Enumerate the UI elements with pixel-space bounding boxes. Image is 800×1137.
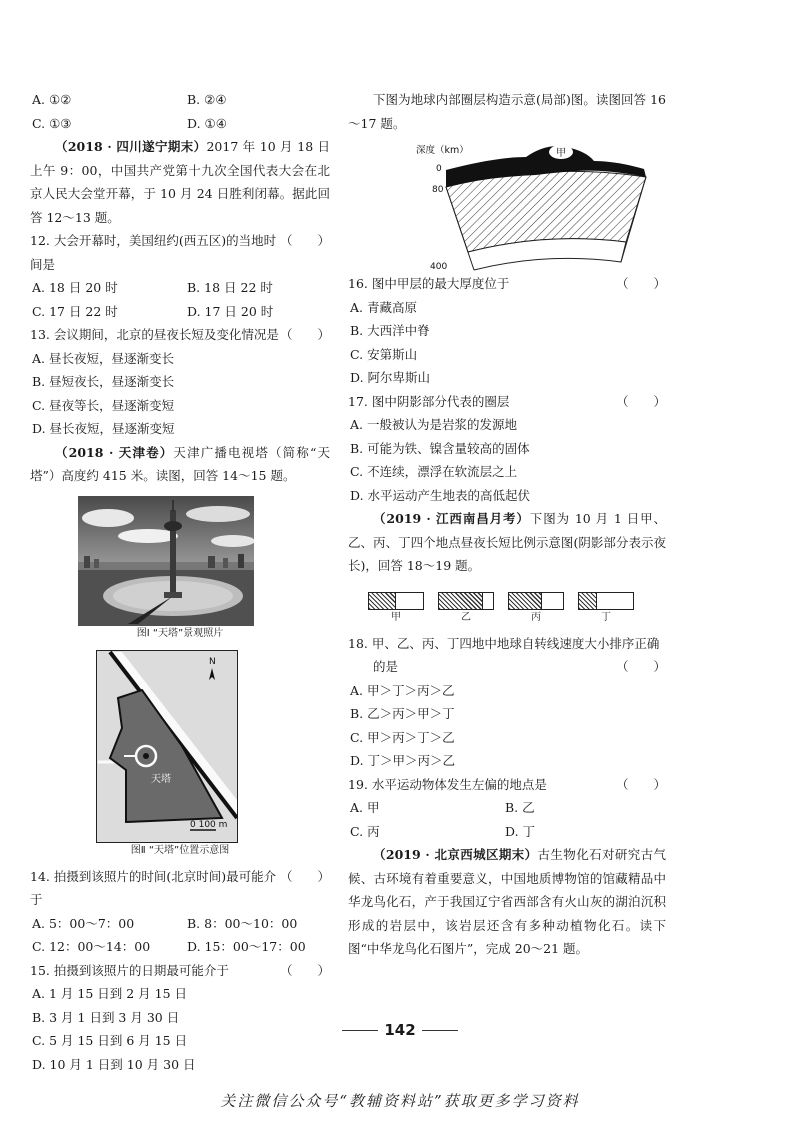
q15-option-c: C. 5 月 15 日到 6 月 15 日 <box>32 1033 188 1048</box>
bar-ding <box>578 592 634 626</box>
earth-layers-diagram <box>416 137 666 272</box>
q19-option-a: A. 甲 <box>350 800 380 815</box>
q16-text: 16. 图中甲层的最大厚度位于 <box>348 276 510 291</box>
q14-options-row2 <box>30 935 330 959</box>
q18-text: 的是 <box>373 659 399 674</box>
bar-label: 丁 <box>601 611 611 623</box>
source-tag: （2019 · 江西南昌月考） <box>373 511 530 526</box>
source-tag: （2018 · 天津卷） <box>55 444 174 460</box>
q11-options-row1 <box>30 88 330 112</box>
q14-options-row1 <box>30 912 330 936</box>
q17-option-c: C. 不连续，漂浮在软流层之上 <box>350 464 518 479</box>
q12-text: 12. 大会开幕时，美国纽约(西五区)的当地时间是 <box>30 233 277 272</box>
bar-box <box>438 592 494 610</box>
q14-option-c: C. 12：00～14：00 <box>32 939 151 954</box>
q11-option-a: A. ①② <box>32 92 72 107</box>
north-label: N <box>209 656 216 667</box>
q17-option-d: D. 水平运动产生地表的高低起伏 <box>350 487 531 503</box>
passage-12-13 <box>30 135 330 229</box>
q18-option-b: B. 乙＞丙＞甲＞丁 <box>350 706 455 721</box>
q19-options-row1 <box>348 796 666 820</box>
figure-1-caption: 图Ⅰ “天塔”景观照片 <box>136 627 224 639</box>
q14-option-d: D. 15：00～17：00 <box>187 939 306 954</box>
tianta-location-map <box>96 650 238 843</box>
page-number <box>0 1021 800 1039</box>
footer-note: 关注微信公众号“教辅资料站”获取更多学习资料 <box>220 1092 580 1110</box>
q12-option-b: B. 18 日 22 时 <box>187 280 273 295</box>
answer-bracket: （ ） <box>279 233 330 248</box>
map-tianta-label: 天塔 <box>151 773 171 785</box>
answer-bracket: （ ） <box>615 776 666 792</box>
q17-option-b: B. 可能为铁、镍含量较高的固体 <box>350 440 530 456</box>
q12-options-row1 <box>30 276 330 300</box>
q19-option-b: B. 乙 <box>505 800 535 815</box>
q11-option-b: B. ②④ <box>187 92 227 107</box>
q16-option-a: A. 青藏高原 <box>350 299 417 315</box>
bar-box <box>578 592 634 610</box>
q17-text: 17. 图中阴影部分代表的圈层 <box>348 393 510 409</box>
source-tag: （2019 · 北京西城区期末） <box>373 847 538 862</box>
q13-option-d: D. 昼长夜短，昼逐渐变短 <box>32 421 175 436</box>
bar-jia <box>368 592 424 626</box>
q18-stem-line1: 18. 甲、乙、丙、丁四地中地球自转线速度大小排序正确 <box>348 635 660 651</box>
q11-option-c: C. ①③ <box>32 115 72 131</box>
q15-stem <box>30 959 330 983</box>
q12-option-a: A. 18 日 20 时 <box>32 280 118 295</box>
answer-bracket: （ ） <box>615 659 666 674</box>
bar-box <box>368 592 424 610</box>
q14-option-b: B. 8：00～10：00 <box>187 915 298 931</box>
q18-stem-line2 <box>348 655 666 679</box>
tianta-photo <box>78 496 254 626</box>
q19-stem <box>348 773 666 797</box>
figure-2-caption: 图Ⅱ “天塔”位置示意图 <box>130 844 230 856</box>
night-fill <box>579 593 597 609</box>
night-fill <box>439 593 483 609</box>
night-fill <box>369 593 396 609</box>
bar-label: 甲 <box>391 611 401 623</box>
q13-text: 13. 会议期间，北京的昼夜长短及变化情况是 <box>30 327 279 342</box>
q12-option-c: C. 17 日 22 时 <box>32 303 118 319</box>
passage-14-15 <box>30 441 330 488</box>
q13-option-c: C. 昼夜等长，昼逐渐变短 <box>32 397 175 413</box>
q11-option-d: D. ①④ <box>187 115 227 131</box>
bar-bing <box>508 592 564 626</box>
passage-20-21 <box>348 843 666 961</box>
page-number-text: 142 <box>384 1021 416 1039</box>
answer-bracket: （ ） <box>279 962 330 978</box>
q19-options-row2 <box>348 820 666 844</box>
q17-stem <box>348 390 666 414</box>
bar-yi <box>438 592 494 626</box>
q13-option-a: A. 昼长夜短，昼逐渐变长 <box>32 350 174 366</box>
q14-stem <box>30 865 330 912</box>
q14-option-a: A. 5：00～7：00 <box>32 915 135 931</box>
q13-stem <box>30 323 330 347</box>
passage-text: 古生物化石对研究古气候、古环境有着重要意义，中国地质博物馆的馆藏精品中华龙鸟化石，产于我国辽宁省西部含有火山灰的湖泊沉积形成的岩层中，该岩层还含有多种动植物化石。读下图“中华龙鸟化石图片”，完成 20～21 题。 <box>348 847 666 956</box>
night-fill <box>509 593 542 609</box>
q15-text: 15. 拍摄到该照片的日期最可能介于 <box>30 962 229 978</box>
layer-jia-label: 甲 <box>556 148 566 159</box>
bar-box <box>508 592 564 610</box>
q18-option-a: A. 甲＞丁＞丙＞乙 <box>350 682 455 698</box>
answer-bracket: （ ） <box>279 327 330 342</box>
source-tag: （2018 · 四川遂宁期末） <box>55 139 207 154</box>
q15-option-b: B. 3 月 1 日到 3 月 30 日 <box>32 1009 180 1025</box>
passage-16-17: 下图为地球内部圈层构造示意(局部)图。读图回答 16～17 题。 <box>348 92 666 131</box>
q19-option-c: C. 丙 <box>350 823 380 839</box>
q16-option-c: C. 安第斯山 <box>350 346 418 362</box>
passage-text: 2017 年 10 月 18 日上午 9：00，中国共产党第十九次全国代表大会在北京人民大会堂开幕，于 10 月 24 日胜利闭幕。据此回答 12～13 题。 <box>30 139 330 225</box>
q12-option-d: D. 17 日 20 时 <box>187 303 274 319</box>
q12-stem <box>30 229 330 276</box>
depth-80-label: 80 <box>432 185 444 195</box>
q17-option-a: A. 一般被认为是岩浆的发源地 <box>350 417 517 432</box>
passage-18-19 <box>348 507 666 578</box>
depth-0-label: 0 <box>436 164 442 174</box>
q11-options-row2 <box>30 112 330 136</box>
q16-option-d: D. 阿尔卑斯山 <box>350 370 431 385</box>
bar-label: 乙 <box>461 611 471 623</box>
passage-text: 天津广播电视塔（简称“天塔”）高度约 415 米。读图，回答 14～15 题。 <box>30 444 330 483</box>
answer-bracket: （ ） <box>279 868 330 884</box>
q19-option-d: D. 丁 <box>505 823 536 839</box>
q18-option-d: D. 丁＞甲＞丙＞乙 <box>350 753 456 768</box>
depth-axis-label: 深度（km） <box>416 145 469 156</box>
answer-bracket: （ ） <box>615 393 666 409</box>
bar-label: 丙 <box>531 611 541 623</box>
q16-option-b: B. 大西洋中脊 <box>350 323 430 338</box>
answer-bracket: （ ） <box>615 276 666 291</box>
q13-option-b: B. 昼短夜长，昼逐渐变长 <box>32 374 175 389</box>
q15-option-a: A. 1 月 15 日到 2 月 15 日 <box>32 986 188 1001</box>
scale-label: 0 100 m <box>190 819 228 830</box>
q19-text: 19. 水平运动物体发生左偏的地点是 <box>348 776 547 792</box>
depth-400-label: 400 <box>430 262 448 272</box>
q15-option-d: D. 10 月 1 日到 10 月 30 日 <box>32 1056 196 1072</box>
left-column <box>30 88 330 1076</box>
passage-text: 下图为 10 月 1 日甲、乙、丙、丁四个地点昼夜长短比例示意图(阴影部分表示夜长)，回答 18～19 题。 <box>348 511 666 573</box>
q18-option-c: C. 甲＞丙＞丁＞乙 <box>350 729 455 745</box>
q16-stem <box>348 272 666 296</box>
day-night-bars <box>368 592 666 626</box>
q14-text: 14. 拍摄到该照片的时间(北京时间)最可能介于 <box>30 868 277 907</box>
q12-options-row2 <box>30 300 330 324</box>
right-column <box>348 88 666 961</box>
